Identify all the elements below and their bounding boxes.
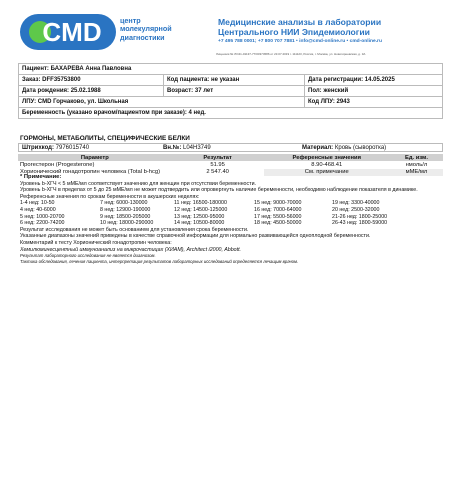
org-name: центр молекулярной диагностики: [120, 16, 172, 42]
list-item: 21-26 нед: 1800-25000: [332, 213, 388, 220]
note-line: Уровень b-ХГЧ < 5 мМЕ/мл соответствует значению для женщин при отсутствии беременности.: [20, 180, 257, 187]
list-item: 20 нед: 2500-32000: [332, 206, 380, 213]
patient-info-table: [18, 63, 443, 119]
param-units: нмоль/л: [405, 161, 428, 168]
list-item: 11 нед: 16500-180000: [174, 200, 227, 207]
sex-cell: Пол: женский: [305, 86, 443, 97]
report-header: [20, 14, 445, 64]
col-reference: Референсные значения: [264, 154, 390, 161]
list-item: 13 нед: 12500-95000: [174, 213, 225, 220]
list-item: 9 нед: 18500-205000: [100, 213, 151, 220]
method-note: Хемилюминесцентный иммуноанализ на микрочастицах (ХИАМ), Architect i2000, Abbott.: [20, 246, 242, 253]
results-header-row: [18, 154, 443, 161]
list-item: 16 нед: 7000-64000: [254, 206, 302, 213]
vial-number: Вн.№: L04H3749: [163, 145, 211, 151]
note-line: Уровень b-ХГЧ в пределах от 5 до 25 мМЕ/мл не может подтвердить или опровергнуть наличие беременности, необходимо наблюдение показателя в динамике.: [20, 187, 418, 194]
col-parameter: Параметр: [18, 154, 172, 161]
reg-date-cell: Дата регистрации: 14.05.2025: [305, 75, 443, 86]
param-result: 51.95: [210, 161, 225, 168]
cmd-logo: [20, 14, 116, 50]
contacts-line: +7 495 788 0001; +7 800 707 7881 • info@cmd-online.ru • cmd-online.ru: [218, 39, 382, 44]
patient-name-cell: Пациент: БАХАРЕВА Анна Павловна: [19, 64, 443, 75]
material: Материал: Кровь (сыворотка): [302, 145, 387, 151]
list-item: 19 нед: 3300-40000: [332, 200, 380, 207]
barcode: Штрихкод: 7976015740: [22, 145, 90, 151]
note-line: Результат исследования не может быть основанием для установления срока беременности.: [20, 226, 249, 233]
lab-title: Медицинские анализы в лаборатории Центрального НИИ Эпидемиологии: [218, 17, 382, 37]
param-reference: 8.90-468.41: [311, 161, 343, 168]
list-item: 7 нед: 6000-130000: [100, 200, 148, 207]
param-result: 2 547.40: [206, 169, 229, 176]
age-cell: Возраст: 37 лет: [164, 86, 305, 97]
list-item: 12 нед: 14500-125000: [174, 206, 228, 213]
table-row: [18, 161, 443, 169]
sample-info-bar: [18, 143, 443, 152]
notes-block: [20, 174, 442, 265]
list-item: 26-43 нед: 1800-59000: [332, 220, 388, 227]
list-item: 6 нед: 2200-74200: [20, 220, 65, 227]
col-units: Ед. изм.: [390, 154, 443, 161]
list-item: 10 нед: 18000-290000: [100, 220, 154, 227]
param-name: Хорионический гонадотропин человека (Total b-hcg): [20, 169, 160, 176]
disclaimer-2: Тактика обследования, лечения пациента, интерпретация результатов лабораторных исследований определяется лечащим врачом.: [20, 258, 299, 264]
list-item: 17 нед: 5500-56000: [254, 213, 302, 220]
note-line: Референсные значения по срокам беременности в акушерских неделях:: [20, 193, 200, 200]
list-item: 18 нед: 4500-50000: [254, 220, 302, 227]
logo-text: CMD: [42, 17, 102, 47]
col-result: Результат: [172, 154, 264, 161]
lpu-code-cell: Код ЛПУ: 2943: [305, 97, 443, 108]
note-line: Комментарий к тесту Хорионический гонадотропин человека:: [20, 239, 172, 246]
license-line: Лицензия № ЛО41-01137-77/00374586 от 23.07.2019 г. 111123, Россия, г. Москва, ул. Новогиреевская, д. 3А: [216, 52, 366, 56]
note-line: Указанные диапазоны значений приведены в качестве справочной информации для нормально развивающейся одноплодной беременности.: [20, 233, 371, 240]
param-units: мМЕ/мл: [390, 169, 443, 177]
list-item: 14 нед: 10500-80000: [174, 220, 225, 227]
disclaimer-1: Результат лабораторного исследования не является диагнозом.: [20, 253, 156, 259]
patient-code-cell: Код пациента: не указан: [164, 75, 305, 86]
list-item: 5 нед: 1000-20700: [20, 213, 65, 220]
results-table: [18, 154, 443, 176]
order-cell: Заказ: DFF35753800: [19, 75, 164, 86]
notes-title: * Примечание:: [20, 174, 62, 180]
param-reference: См. примечание: [264, 169, 390, 177]
list-item: 1-4 нед: 10-50: [20, 200, 55, 207]
weeks-grid: [20, 200, 442, 226]
list-item: 8 нед: 12900-190000: [100, 206, 151, 213]
birth-date-cell: Дата рождения: 25.02.1988: [19, 86, 164, 97]
param-name: Прогестерон (Progesterone): [20, 161, 95, 168]
pregnancy-cell: Беременность (указано врачом/пациентом при заказе): 4 нед.: [19, 108, 443, 119]
list-item: 4 нед: 40-6000: [20, 206, 56, 213]
section-title: ГОРМОНЫ, МЕТАБОЛИТЫ, СПЕЦИФИЧЕСКИЕ БЕЛКИ: [20, 135, 190, 142]
list-item: 15 нед: 9000-70000: [254, 200, 302, 207]
lpu-cell: ЛПУ: CMD Горчаково, ул. Школьная: [19, 97, 305, 108]
